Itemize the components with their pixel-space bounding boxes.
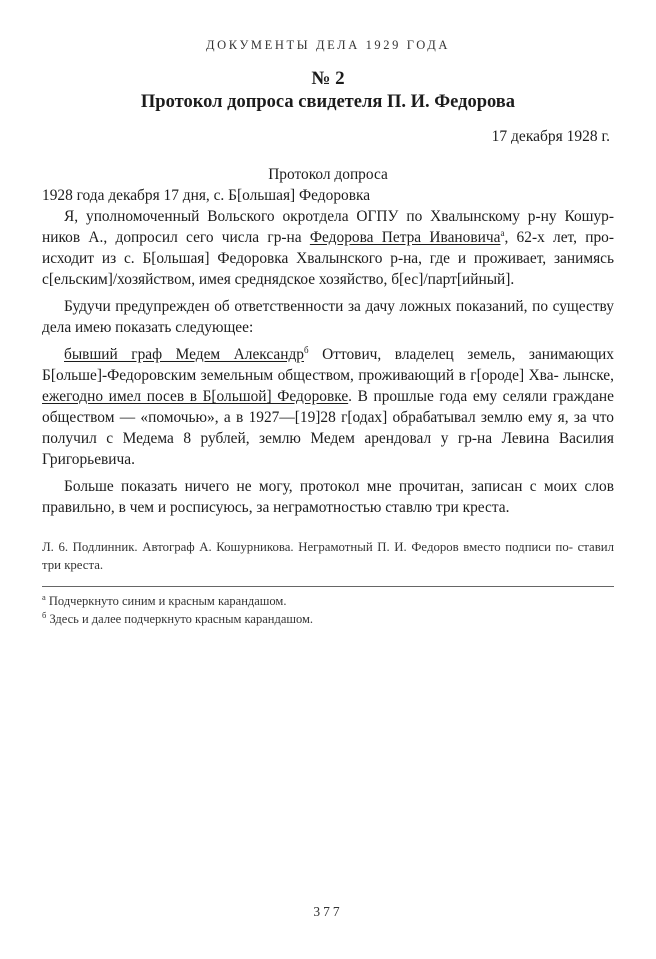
document-title: Протокол допроса свидетеля П. И. Федорова — [140, 92, 516, 112]
place-date-line: 1928 года декабря 17 дня, с. Б[ольшая] Федоровка — [42, 187, 371, 204]
running-head: ДОКУМЕНТЫ ДЕЛА 1929 ГОДА — [206, 38, 450, 52]
p3-text-1: Оттович, владелец земель, занимающих Б[ольше]-Федоровским земельным обществом, проживающий в г[ороде] Хва- лынске, — [42, 346, 614, 384]
footnote-ref-a: а — [500, 228, 505, 238]
document-number: № 2 — [311, 68, 345, 89]
protocol-heading: Протокол допроса — [268, 166, 388, 183]
footnotes — [42, 592, 614, 628]
archival-source-note: Л. 6. Подлинник. Автограф А. Кошурникова. Неграмотный П. И. Федоров вместо подписи по- ставил три креста. — [42, 540, 614, 572]
paragraph-1 — [42, 206, 614, 290]
footnote-b-mark: б — [42, 610, 47, 620]
footnote-b — [42, 610, 614, 628]
footnote-ref-b: б — [304, 345, 309, 355]
footnote-b-text: Здесь и далее подчеркнуто красным карандашом. — [46, 612, 314, 626]
document-date: 17 декабря 1928 г. — [491, 128, 610, 145]
p1-underlined-name: Федорова Петра Ивановича — [309, 229, 501, 246]
p3-underlined-2: ежегодно имел посев в Б[ольшой] Федоровке — [42, 388, 349, 405]
p1-text-after: , 62-х лет, про- исходит из с. Б[ольшая] Федоровка Хвалынского р-на, где и проживает, занимясь с[ельским]/хозяйством, имея среднядское хозяйство, б[ес]/парт[ийный]. — [42, 229, 615, 288]
p1-text-before: Я, уполномоченный Вольского окротдела ОГПУ по Хвалынскому р-ну Кошур- ников А., допросил сего числа гр-на — [42, 208, 614, 246]
paragraph-3 — [42, 344, 614, 470]
footnote-a — [42, 592, 614, 610]
footnote-a-mark: а — [42, 592, 46, 602]
paragraph-4: Больше показать ничего не могу, протокол мне прочитан, записан с моих слов правильно, в чем и росписуюсь, за неграмотностью ставлю три креста. — [42, 478, 614, 516]
footnote-a-text: Подчеркнуто синим и красным карандашом. — [45, 594, 287, 608]
p3-underlined-1: бывший граф Медем Александр — [64, 346, 304, 363]
paragraph-2: Будучи предупрежден об ответственности за дачу ложных показаний, по существу дела имею показать следующее: — [42, 298, 614, 336]
p3-text-2: . В прошлые года ему селяли граждане обществом — «помочью», а в 1927—[19]28 г[одах] обрабатывал землю ему я, за что получил с Медема 8 рублей, землю Медем арендовал у гр-на Левина Василия Григорьевича. — [42, 388, 614, 468]
footnote-divider — [42, 586, 614, 587]
document-body — [42, 164, 614, 518]
page-number: 377 — [313, 904, 343, 919]
